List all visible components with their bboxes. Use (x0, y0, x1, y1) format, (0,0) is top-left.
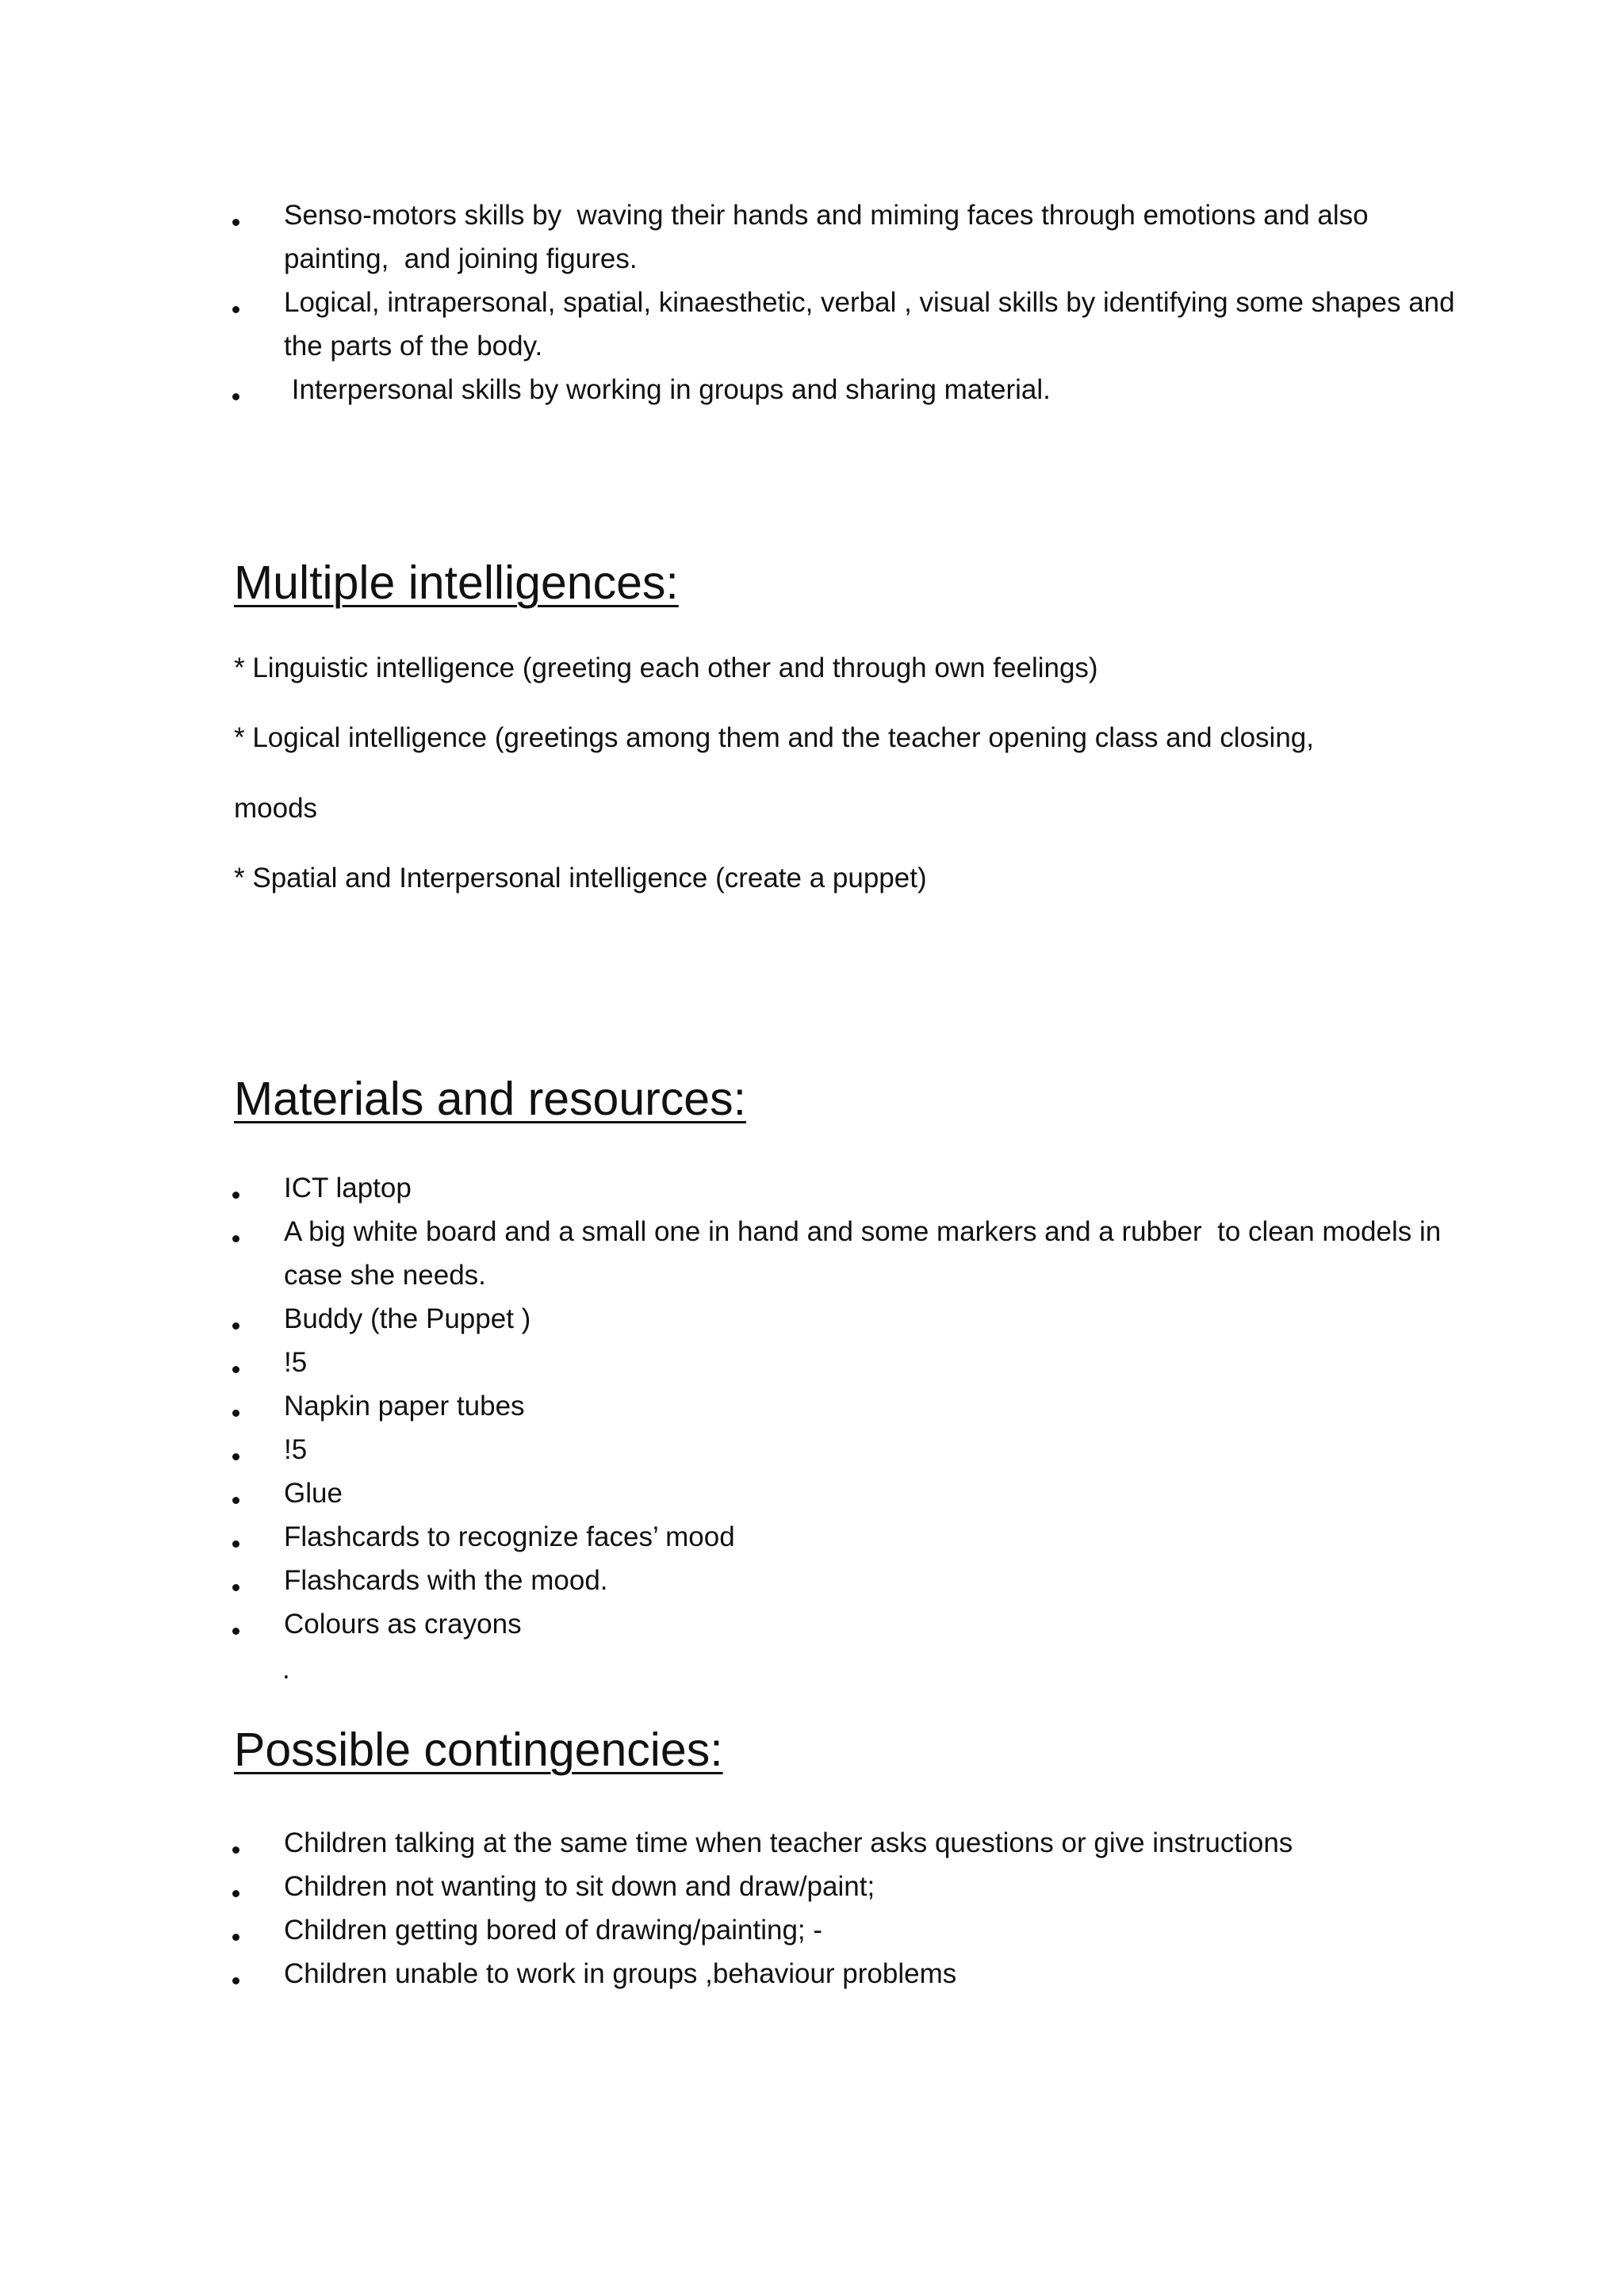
list-item (0, 1384, 1507, 1428)
list-item (0, 1952, 1507, 1996)
trailing-dot: . (282, 1654, 290, 1685)
list-item-text: !5 (284, 1434, 308, 1465)
section-heading-materials: Materials and resources: (234, 1073, 747, 1125)
list-item-text: Colours as crayons (284, 1609, 522, 1640)
section-heading-contingencies: Possible contingencies: (234, 1724, 723, 1776)
list-item (0, 1602, 1507, 1646)
intelligence-line: * Spatial and Interpersonal intelligence (create a puppet) (234, 863, 927, 894)
list-item (0, 1515, 1507, 1559)
list-item-text: Children getting bored of drawing/painting; - (284, 1915, 823, 1946)
intelligence-line: * Linguistic intelligence (greeting each other and through own feelings) (234, 652, 1098, 683)
list-item (0, 1210, 1507, 1297)
list-item-text: Glue (284, 1478, 343, 1509)
intelligence-line: * Logical intelligence (greetings among them and the teacher opening class and closing, (234, 722, 1314, 753)
list-item (0, 1908, 1507, 1952)
list-item-text: Flashcards with the mood. (284, 1565, 608, 1596)
skills-list (0, 193, 1507, 411)
list-item (0, 1166, 1507, 1210)
intelligence-line: moods (234, 793, 318, 824)
list-item (0, 1341, 1507, 1384)
list-item (0, 1821, 1507, 1865)
list-item-text: ICT laptop (284, 1173, 412, 1203)
list-item-text: !5 (284, 1347, 308, 1378)
list-item-text: Interpersonal skills by working in groups and sharing material. (284, 374, 1051, 405)
list-item-text: Logical, intrapersonal, spatial, kinaesthetic, verbal , visual skills by identifying some shapes and the parts of the body. (284, 287, 1471, 362)
list-item-text: A big white board and a small one in hand and some markers and a rubber to clean models in case she needs. (284, 1216, 1449, 1291)
list-item-text: Buddy (the Puppet ) (284, 1303, 531, 1334)
list-item-text: Children talking at the same time when teacher asks questions or give instructions (284, 1827, 1293, 1858)
list-item (0, 368, 1507, 411)
list-item (0, 1559, 1507, 1602)
list-item (0, 281, 1507, 368)
list-item-text: Senso-motors skills by waving their hands and miming faces through emotions and also painting, and joining figures. (284, 200, 1377, 274)
contingencies-list (0, 1821, 1507, 1996)
list-item-text: Flashcards to recognize faces’ mood (284, 1521, 735, 1552)
list-item (0, 1471, 1507, 1515)
materials-list (0, 1166, 1507, 1646)
list-item (0, 1865, 1507, 1908)
list-item-text: Napkin paper tubes (284, 1391, 525, 1422)
list-item (0, 1297, 1507, 1341)
section-heading-multiple-intelligences: Multiple intelligences: (234, 557, 679, 609)
list-item (0, 193, 1507, 281)
list-item-text: Children unable to work in groups ,behaviour problems (284, 1958, 957, 1989)
list-item (0, 1428, 1507, 1471)
list-item-text: Children not wanting to sit down and draw/paint; (284, 1871, 875, 1902)
